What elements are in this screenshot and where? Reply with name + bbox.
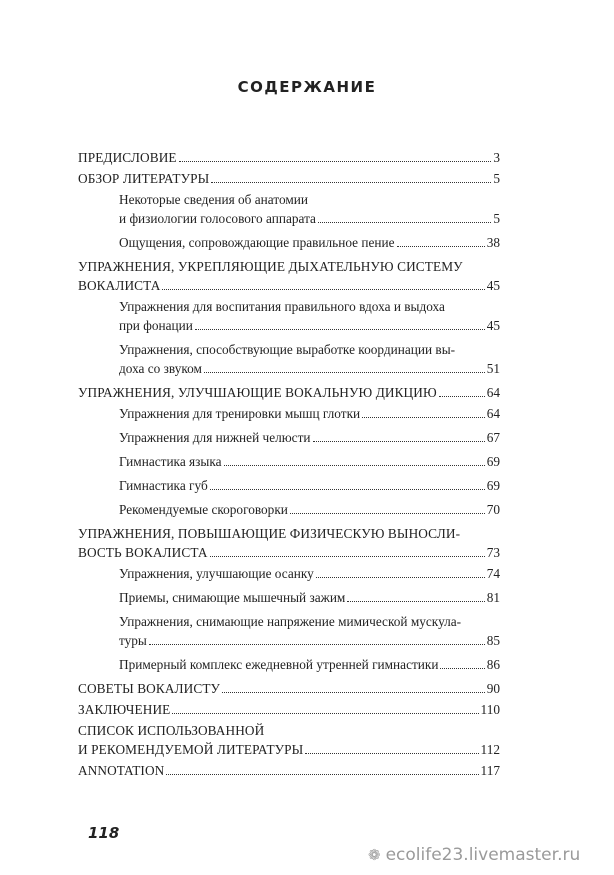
dot-leader: [439, 396, 485, 397]
toc-entry-label: Рекомендуемые скороговорки: [119, 502, 288, 517]
toc-entry-page: 117: [480, 763, 500, 778]
toc-entry-label-line: Упражнения, способствующие выработке координации вы-: [119, 342, 456, 357]
page-title: СОДЕРЖАНИЕ: [237, 78, 377, 96]
dot-leader: [440, 668, 484, 669]
toc-entry-label: УПРАЖНЕНИЯ, УЛУЧШАЮЩИЕ ВОКАЛЬНУЮ ДИКЦИЮ: [78, 385, 437, 400]
toc-entry-page: 112: [480, 742, 500, 757]
dot-leader: [210, 489, 485, 490]
toc-entry-page: 110: [480, 702, 500, 717]
toc-entry-label-line: Упражнения для воспитания правильного вдоха и выдоха: [119, 299, 445, 314]
toc-entry: [78, 588, 500, 607]
toc-entry-page: 5: [493, 211, 500, 226]
dot-leader: [166, 774, 478, 775]
toc-entry-label: Гимнастика губ: [119, 478, 208, 493]
dot-leader: [210, 556, 485, 557]
toc-entry-page: 3: [493, 150, 500, 165]
toc-entry-label: туры: [119, 633, 147, 648]
toc-entry-label: Упражнения для тренировки мышц глотки: [119, 406, 361, 421]
toc-entry: [78, 169, 500, 188]
dot-leader: [318, 222, 491, 223]
flower-icon: ❁: [368, 846, 381, 864]
dot-leader: [195, 329, 485, 330]
toc-entry-page: 38: [486, 235, 500, 250]
page-number: 118: [88, 824, 120, 842]
toc-entry-label: и физиологии голосового аппарата: [119, 211, 316, 226]
toc-entry: [78, 524, 500, 562]
toc-entry-label: ВОКАЛИСТА: [78, 278, 161, 293]
toc-entry-label: ОБЗОР ЛИТЕРАТУРЫ: [78, 171, 210, 186]
toc-entry-page: 85: [486, 633, 500, 648]
toc-entry: [78, 297, 500, 335]
toc-entry: [78, 500, 500, 519]
toc-entry-label: при фонации: [119, 318, 193, 333]
toc-entry-page: 69: [486, 454, 500, 469]
toc-entry-label-line: УПРАЖНЕНИЯ, УКРЕПЛЯЮЩИЕ ДЫХАТЕЛЬНУЮ СИСТЕМУ: [78, 259, 463, 274]
toc-entry-page: 73: [486, 545, 500, 560]
toc-entry-page: 51: [486, 361, 500, 376]
toc-entry-label: ANNOTATION: [78, 763, 165, 778]
dot-leader: [149, 644, 485, 645]
dot-leader: [347, 601, 484, 602]
toc-entry: [78, 190, 500, 228]
toc-entry-label: Гимнастика языка: [119, 454, 222, 469]
toc-entry: [78, 655, 500, 674]
toc-entry-label-line: УПРАЖНЕНИЯ, ПОВЫШАЮЩИЕ ФИЗИЧЕСКУЮ ВЫНОСЛИ-: [78, 526, 461, 541]
dot-leader: [222, 692, 485, 693]
toc-entry: [78, 404, 500, 423]
toc-entry-label: ВОСТЬ ВОКАЛИСТА: [78, 545, 208, 560]
toc-entry-label: Примерный комплекс ежедневной утренней гимнастики: [119, 657, 439, 672]
toc-entry-page: 86: [486, 657, 500, 672]
toc-entry-page: 81: [486, 590, 500, 605]
toc-entry-page: 67: [486, 430, 500, 445]
dot-leader: [179, 161, 492, 162]
toc-entry-page: 90: [486, 681, 500, 696]
toc-entry: [78, 233, 500, 252]
toc-entry: [78, 612, 500, 650]
toc-entry: [78, 761, 500, 780]
dot-leader: [204, 372, 485, 373]
toc-entry: [78, 721, 500, 759]
toc-entry-label: СОВЕТЫ ВОКАЛИСТУ: [78, 681, 221, 696]
toc-entry-label: ЗАКЛЮЧЕНИЕ: [78, 702, 171, 717]
toc-entry-page: 70: [486, 502, 500, 517]
toc-entry-page: 69: [486, 478, 500, 493]
toc-entry-label: Ощущения, сопровождающие правильное пение: [119, 235, 395, 250]
toc-entry: [78, 564, 500, 583]
toc-entry-label-line: Некоторые сведения об анатомии: [119, 192, 309, 207]
toc-entry: [78, 700, 500, 719]
dot-leader: [305, 753, 478, 754]
toc-entry: [78, 428, 500, 447]
toc-entry-label: И РЕКОМЕНДУЕМОЙ ЛИТЕРАТУРЫ: [78, 742, 304, 757]
toc-entry-label: ПРЕДИСЛОВИЕ: [78, 150, 177, 165]
toc-entry-label-line: СПИСОК ИСПОЛЬЗОВАННОЙ: [78, 723, 265, 738]
toc-entry-page: 64: [486, 385, 500, 400]
toc-entry: [78, 679, 500, 698]
toc-entry: [78, 476, 500, 495]
toc-entry: [78, 148, 500, 167]
toc-entry-page: 45: [486, 278, 500, 293]
dot-leader: [172, 713, 478, 714]
toc-entry-label: Упражнения для нижней челюсти: [119, 430, 311, 445]
toc-entry-label-line: Упражнения, снимающие напряжение мимической мускула-: [119, 614, 462, 629]
toc-entry-label: Приемы, снимающие мышечный зажим: [119, 590, 346, 605]
toc-entry: [78, 257, 500, 295]
toc-entry-page: 45: [486, 318, 500, 333]
watermark-text: ecolife23.livemaster.ru: [385, 845, 581, 865]
toc-entry-page: 64: [486, 406, 500, 421]
toc-entry-label: Упражнения, улучшающие осанку: [119, 566, 314, 581]
watermark: [368, 845, 580, 865]
toc-entry-page: 74: [486, 566, 500, 581]
toc-entry: [78, 340, 500, 378]
dot-leader: [224, 465, 485, 466]
toc-entry: [78, 452, 500, 471]
toc-entry: [78, 383, 500, 402]
dot-leader: [313, 441, 485, 442]
dot-leader: [290, 513, 485, 514]
toc-entry-page: 5: [493, 171, 500, 186]
toc-entry-label: доха со звуком: [119, 361, 202, 376]
dot-leader: [362, 417, 485, 418]
table-of-contents: [78, 148, 500, 782]
dot-leader: [162, 289, 484, 290]
dot-leader: [211, 182, 491, 183]
dot-leader: [316, 577, 485, 578]
dot-leader: [397, 246, 485, 247]
